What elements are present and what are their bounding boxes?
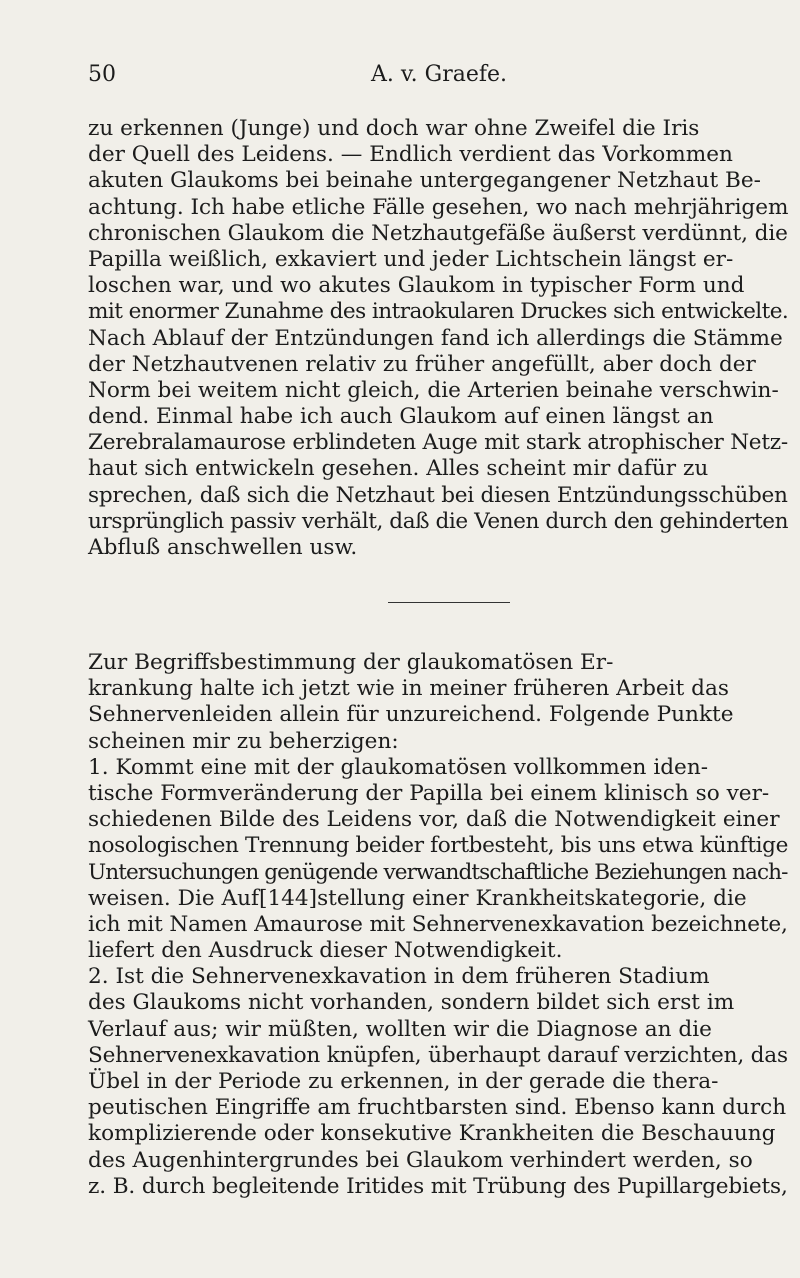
text-line: tische Formveränderung der Papilla bei einem klinisch so ver- — [88, 780, 770, 806]
text-line: komplizierende oder konsekutive Krankheiten die Beschauung — [88, 1121, 776, 1147]
text-line: der Quell des Leidens. — Endlich verdient das Vorkommen — [88, 142, 733, 168]
text-block-2 — [88, 650, 788, 1200]
text-line: mit enormer Zunahme des intraokularen Druckes sich entwickelte. — [88, 299, 789, 325]
text-line: sprechen, daß sich die Netzhaut bei diesen Entzündungsschüben — [88, 482, 788, 508]
text-line: scheinen mir zu beherzigen: — [88, 728, 399, 754]
text-line: 2. Ist die Sehnervenexkavation in dem früheren Stadium — [88, 964, 710, 990]
text-line: Übel in der Periode zu erkennen, in der gerade die thera- — [88, 1069, 719, 1094]
text-line: schiedenen Bilde des Leidens vor, daß die Notwendigkeit einer — [88, 807, 780, 833]
text-line: Papilla weißlich, exkaviert und jeder Lichtschein längst er- — [88, 246, 734, 272]
text-line: 1. Kommt eine mit der glaukomatösen vollkommen iden- — [88, 754, 709, 780]
text-line: weisen. Die Auf[144]stellung einer Krankheitskategorie, die — [88, 885, 747, 911]
text-line: akuten Glaukoms bei beinahe untergegangener Netzhaut Be- — [88, 168, 761, 194]
text-line: liefert den Ausdruck dieser Notwendigkeit. — [88, 938, 563, 964]
text-line: Norm bei weitem nicht gleich, die Arterien beinahe verschwin- — [88, 377, 779, 403]
text-line: zu erkennen (Junge) und doch war ohne Zweifel die Iris — [88, 116, 700, 141]
text-line: chronischen Glaukom die Netzhautgefäße äußerst verdünnt, die — [88, 220, 788, 246]
text-line: Sehnervenleiden allein für unzureichend. Folgende Punkte — [88, 702, 734, 728]
text-line: ursprünglich passiv verhält, daß die Venen durch den gehinderten — [88, 508, 789, 534]
text-line: Sehnervenexkavation knüpfen, überhaupt darauf verzichten, das — [88, 1042, 788, 1068]
text-line: nosologischen Trennung beider fortbesteht, bis uns etwa künftige — [88, 833, 789, 859]
text-line: peutischen Eingriffe am fruchtbarsten sind. Ebenso kann durch — [88, 1095, 787, 1121]
section-divider — [388, 602, 510, 603]
text-line: haut sich entwickeln gesehen. Alles scheint mir dafür zu — [88, 456, 709, 482]
text-line: krankung halte ich jetzt wie in meiner früheren Arbeit das — [88, 676, 729, 702]
text-line: Zur Begriffsbestimmung der glaukomatösen Er- — [88, 650, 614, 675]
text-line: der Netzhautvenen relativ zu früher angefüllt, aber doch der — [88, 351, 756, 377]
text-line: Nach Ablauf der Entzündungen fand ich allerdings die Stämme — [88, 325, 783, 351]
text-line: dend. Einmal habe ich auch Glaukom auf einen längst an — [88, 404, 714, 430]
text-line: achtung. Ich habe etliche Fälle gesehen, wo nach mehrjährigem — [88, 194, 789, 220]
text-line: z. B. durch begleitende Iritides mit Trübung des Pupillargebiets, — [88, 1173, 788, 1199]
text-line: ich mit Namen Amaurose mit Sehnervenexkavation bezeichnete, — [88, 911, 788, 937]
text-line: Verlauf aus; wir müßten, wollten wir die Diagnose an die — [88, 1016, 712, 1042]
text-line: Untersuchungen genügende verwandtschaftliche Beziehungen nach- — [88, 859, 788, 885]
text-line: des Glaukoms nicht vorhanden, sondern bildet sich erst im — [88, 990, 735, 1016]
text-block-1 — [88, 116, 788, 561]
page-number: 50 — [88, 62, 116, 87]
text-line: Abfluß anschwellen usw. — [88, 535, 358, 560]
text-line: loschen war, und wo akutes Glaukom in typischer Form und — [88, 273, 745, 299]
page-header — [88, 62, 790, 92]
running-title: A. v. Graefe. — [370, 62, 508, 87]
text-line: Zerebralamaurose erblindeten Auge mit stark atrophischer Netz- — [88, 430, 788, 456]
text-line: des Augenhintergrundes bei Glaukom verhindert werden, so — [88, 1147, 753, 1173]
